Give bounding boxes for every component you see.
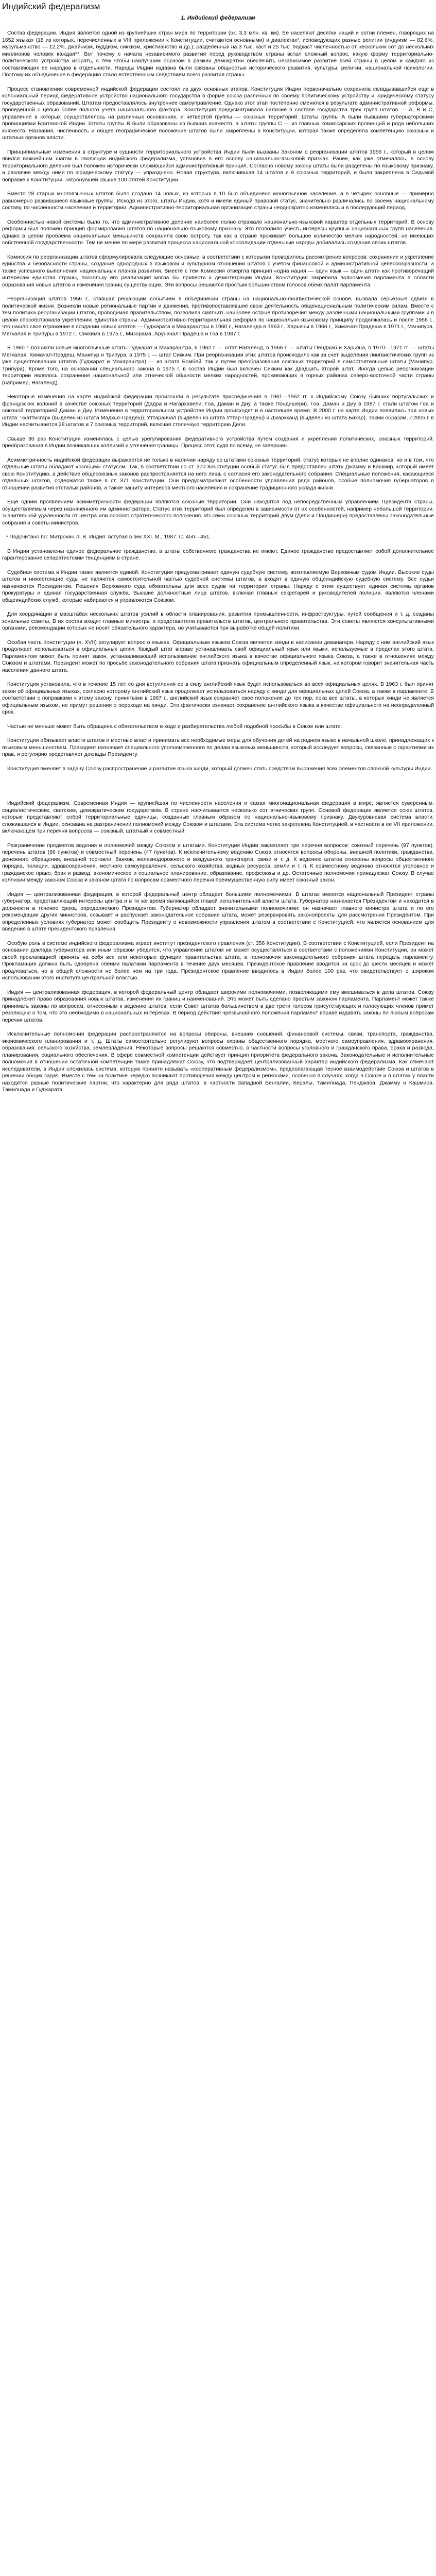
paragraph: Вместо 28 старых многоязычных штатов было создано 14 новых, из которых в 10 был объединено моноязычное население, а в четырех основные — примерно равномерно развившиеся языковые группы. Исходя из этого, штаты Индии, хотя и имели единый правовой статус, значительно различались по своему национальному составу, по численности населения и территории. Административно-территориальная организация страны неоднократно изменялась и в последующий период. — [2, 191, 434, 211]
paragraph: Индия — централизованная федерация, в которой федеральный центр обладает широкими полномочиями, позволяющими ему вмешиваться в дела штатов. Союзу принадлежит право образования новых штатов, изменения их границ и наименований. Это может быть сделано простым законом парламента. Парламент может также принимать законы по вопросам, отнесенным к ведению штатов, если Совет штатов большинством в две трети голосов присутствующих и голосующих членов примет резолюцию о том, что это необходимо в национальных интересах. В период действия чрезвычайного положения парламент вправе издавать законы по любым вопросам перечня штатов. — [2, 989, 434, 1023]
paragraph: В 1960 г. возникли новые многоязычные штаты Гуджарат и Махараштра, в 1962 г. — штат Нагаленд, в 1966 г. — штаты Пенджаб и Харьяна, в 1970—1971 гг. — штаты Мегхалая, Химачал-Прадеш, Манипур и Трипура, в 1975 г. — штат Сикким. При реорганизации этих штатов происходило как за счет выделения лингвистических групп из уже существовавших штатов (Гуджарат и Махараштра) — из штата Бомбей, так и путем преобразования союзных территорий в самостоятельные штаты (Манипур, Трипура). Кроме того, на основании специального закона в 1975 г. в состав Индии был включен Сикким как двадцать второй штат. Иногда целью реорганизации территории являлось сохранение национальной или этнической общности мелких народностей, проживающих в горных районах северо-восточной части страны (например, Нагаленд). — [2, 345, 434, 386]
paragraph: Индия — централизованная федерация, в которой федеральный центр обладает большими полномочиями. В штатах имеются национальный Президент страны губернатор, представляющий интересы центра и в то же время являющийся главой исполнительной власти штата. Губернатор назначается Президентом и находится в должности в течение срока, определяемого Президентом. Губернатор обладает значительными полномочиями: он назначает главного министра штата и по его рекомендации других министров, созывает и распускает законодательное собрание штата, может резервировать законопроекты для рассмотрения Президентом. При определенных условиях губернатор может сообщить Президенту о невозможности управления штатом в соответствии с Конституцией, что является основанием для введения в штате президентского правления. — [2, 891, 434, 932]
section-one — [2, 30, 434, 527]
paragraph: Еще одним проявлением асимметричности федерации являются союзные территории. Они находятся под непосредственным управлением Президента страны, осуществляемым через назначенного им администратора. Статус этих территорий был определен в зависимости от их особенностей, например небольшой территории, значительной удаленности от центра или особого стратегического положения. Из семи союзных территорий двум (Дели и Пондишери) предоставлены законодательные собрания и советы министров. — [2, 499, 434, 526]
paragraph: Индийский федерализм. Современная Индия — крупнейшая по численности населения и самая многонациональная федерация в мире, является суверенным, социалистическим, светским, демократическим государством. В стране насчитывается несколько сот этнических групп. Основой федерации является союз штатов, которые представляют собой территориальные единицы, созданные главным образом по национально-языковому признаку. Двухуровневая система власти, сложившаяся в Индии, основана на разграничении полномочий между Союзом и штатами. Эта система четко закреплена Конституцией, в частности в ее VII приложении, включающем три перечня вопросов — союзный, штатный и совместный. — [2, 800, 434, 834]
paragraph: Судебная система в Индии также является единой. Конституция предусматривает единую судебную систему, возглавляемую Верховным судом Индии. Высокие суды штатов и нижестоящие суды не являются самостоятельной частью судебной системы штатов, а входят в единую общеиндийскую судебную систему. Все судьи назначаются Президентом. Решения Верховного суда обязательны для всех судов на территории страны. Наряду с этим существует единая система органов прокуратуры и единая государственная служба. Высшие должностные лица штатов, включая главных секретарей и руководителей полиции, являются членами общеиндийских служб, которые набираются и управляются Союзом. — [2, 569, 434, 603]
paragraph: Исключительные полномочия федерации распространяются на вопросы обороны, внешних сношений, финансовой системы, связи, транспорта, гражданства, экономического планирования и т. д. Штаты самостоятельно регулируют вопросы охраны общественного порядка, местного самоуправления, здравоохранения, образования, сельского хозяйства, землевладения. Некоторые вопросы решаются совместно, в частности вопросы уголовного и гражданского права, брака и развода, планирования, социального обеспечения. В сфере совместной компетенции действует принцип приоритета федерального закона. Законодательные и исполнительные полномочия в отношении остаточной компетенции также принадлежат Союзу, что подтверждает централизованный характер индийского федерализма. Как отмечают исследователи, в Индии сложилась система, которую принято называть «кооперативным федерализмом», предполагающая тесное взаимодействие Союза и штатов в решении общих задач. Вместе с тем на практике нередко возникают противоречия между центром и регионами, особенно в случаях, когда в Союзе и в штатах у власти находятся разные политические партии, что характерно для ряда штатов, в частности Западной Бенгалии, Кералы, Тамилнада, Пенджаба, Джамму и Кашмира, Тамилнада и Гуджарата. — [2, 1031, 434, 1093]
paragraph: Конституция обязывает власти штатов и местные власти принимать все необходимые меры для обучения детей на родном языке в начальной школе, принадлежащих к языковым меньшинствам. Президент назначает специального уполномоченного по делам языковых меньшинств, который исследует вопросы, связанные с гарантиями их прав, и регулярно представляет доклады Президенту. — [2, 737, 434, 757]
section-subtitle: 1. Индийский федерализм — [181, 15, 255, 21]
paragraph: Принципиальные изменения в структуре и сущности территориального устройства Индии были вызваны Законом о реорганизации штатов 1956 г., который в целом явился важнейшим шагом в эволюции индийского федерализма, установив в его основу национально-языковой признак. Ранее, как уже отмечалось, в основу территориального деления был положен исторически сложившийся административный принцип. Согласно новому закону штаты были разделены по языковому признаку, а различие между ними по юридическому статусу — упразднено. Новая структура, включившая 14 штатов и 6 союзных территорий, и была закреплена в Седьмой поправке к Конституции, затронувшей свыше 100 статей Конституции. — [2, 148, 434, 183]
paragraph: Свыше 30 раз Конституция изменялась с целью урегулирования федеративного устройства путем создания и укрепления политических, союзных территорий, преобразования в Индии возникавших коллизий и уточнения границы. Процесс этот, судя по всему, не завершен. — [2, 435, 434, 449]
page-title: Индийский федерализм — [2, 2, 100, 11]
paragraph: Асимметричность индийской федерации выражается не только в наличии наряду со штатами союзных территорий, статус которых не вполне одинаков, но и в том, что отдельные штаты обладают «особым» статусом. Так, в соответствии со ст. 370 Конституции особый статус был предоставлен штату Джамму и Кашмир, который имеет свою Конституцию, а действие общесоюзных законов распространяется на него лишь с согласия его законодательного собрания. Специальные положения, касающиеся отдельных штатов, содержатся также в ст. 371 Конституции. Они предусматривают особенности управления ряда районов, особые полномочия губернаторов в отношении развития отсталых районов, а также защиту интересов местного населения и сохранение традиционного уклада жизни. — [2, 456, 434, 491]
document-page — [0, 0, 436, 1094]
paragraph: Состав федерации. Индия является одной из крупнейших стран мира по территории (ок. 3,3 млн. кв. км). Ее населяют десятки наций и сотни племен, говорящих на 1652 языках (18 из которых, перечисленных в VIII приложении к Конституции, считаются основными) и диалектах¹, исповедующих разные религии (индуизм — 82,6%, мусульманство — 12,2%, джайнизм, буддизм, сикхизм, христианство и др.), разделенных на 3 тыс. каст и 25 тыс. подкаст численностью от нескольких сот до нескольких миллионов человек каждая**. Вот почему с начала независимого развития перед руководством страны встал сложный вопрос, какую форму территориально-политического устройства избрать, с тем чтобы наилучшим образом в рамках демократии обеспечить независимое развитие всей страны в целом и каждого из составляющих ее народов в отдельности. Народы Индии издавна были связаны общностью исторического развития, культуры, религии, национальной психологии. Поэтому их объединение в федерацию стало естественным следствием всего развития страны. — [2, 30, 434, 78]
paragraph: В Индии установлены единое федеральное гражданство, а штаты собственного гражданства не имеют. Единое гражданство предоставляет собой дополнительное гарантирование сепаратистским тенденциям в стране. — [2, 548, 434, 561]
paragraph: Конституция вменяет в задачу Союзу распространение и развитие языка хинди, который должен стать средством выражения всех элементов сложной культуры Индии. — [7, 765, 432, 772]
paragraph: Разграничение предметов ведения и полномочий между Союзом и штатами. Конституция Индии закрепляет три перечня вопросов: союзный перечень (97 пунктов), перечень штатов (66 пунктов) и совместный перечень (47 пунктов). К исключительному ведению Союза относятся вопросы обороны, внешней политики, гражданства, денежного обращения, внешней торговли, банков, железнодорожного и воздушного транспорта, связи и т. д. К ведению штатов отнесены вопросы общественного порядка, полиции, здравоохранения, местного самоуправления, сельского хозяйства, водных ресурсов, земли и т. п. К совместному ведению относятся уголовное и гражданское право, брак и развод, экономическое и социальное планирование, образование, профсоюзы и др. Остаточные полномочия принадлежат Союзу. В случае коллизии между законом Союза и законом штата по вопросам совместного перечня преимущественную силу имеет союзный закон. — [2, 842, 434, 883]
paragraph: Особая часть Конституции (ч. XVII) регулирует вопрос о языках. Официальным языком Союза является хинди в написании деванагари. Наряду с ним английский язык продолжает использоваться в официальных целях. Каждый штат вправе устанавливать свой официальный язык или языки, используемые в пределах этого штата. Парламентом может быть принят закон, устанавливающий использование английского языка в качестве официального языка Союза, а также в отношениях между Союзом и штатами. Президент может по просьбе законодательного собрания штата признать официальным определенный язык, на котором говорит значительная часть населения данного штата. — [2, 639, 434, 673]
paragraph: Особую роль в системе индийского федерализма играет институт президентского правления (ст. 356 Конституции). В соответствии с Конституцией, если Президент на основании доклада губернатора или иным образом убедится, что управление штатом не может осуществляться в соответствии с положениями Конституции, он может своей прокламацией принять на себя все или некоторые функции правительства штата, а полномочия законодательного собрания штата передать парламенту. Прокламация должна быть одобрена обеими палатами парламента в течение двух месяцев. Президентское правление вводится на срок до шести месяцев и может продлеваться, но в общей сложности не более чем на три года. Президентское правление вводилось в Индии более 100 раз, что свидетельствует о широком использовании этого института центральной властью. — [2, 940, 434, 981]
section-spacer — [2, 779, 434, 800]
paragraph: Для координации в масштабах нескольких штатов усилий в области планирования, развития промышленности, инфраструктуры, путей сообщения и т. д. созданы зональные советы. В их состав входят главные министры и представители правительств штатов, центрального правительства. Эти советы являются консультативными органами, рекомендации которых не носят обязательного характера, но учитываются при выработке общей политики. — [2, 611, 434, 631]
section-one-continued — [2, 548, 434, 773]
paragraph: Конституция установила, что в течение 15 лет со дня вступления ее в силу английский язык будет использоваться во всех официальных целях. В 1963 г. был принят закон об официальных языках, согласно которому английский язык продолжает использоваться наряду с хинди для официальных целей Союза, а также в парламенте. В соответствии с поправками к этому закону, принятыми в 1967 г., английский язык сохраняет свое положение до тех пор, пока все штаты, в которых хинди не является официальным языком, не примут решения о переходе на хинди. Это фактически означает сохранение английского языка в качестве официального на неопределенный срок. — [2, 681, 434, 715]
section-two — [2, 800, 434, 1094]
paragraph: Комиссия по реорганизации штатов сформулировала следующие основные, в соответствии с которыми проводилось рассмотрение вопросов: сохранение и укрепление единства и безопасности страны, создание однородных в языковом и культурном отношении штатов с учетом финансовой и административной целесообразности, а также успешного выполнения национальных планов развития. Вместе с тем Комиссия отвергла принцип «одна нация — один язык — один штат» как противоречащий интересам единства страны, поскольку его реализация могла бы привести к дезинтеграции Индии. Конституция закрепила полномочия парламента в области образования новых штатов и изменения границ существующих. Эти вопросы решаются простым большинством голосов обеих палат парламента. — [2, 253, 434, 288]
footnote: ¹ Подсчитано по: Митрохин Л. В. Индия: вступая в век XXI. М., 1987. С. 450—451. — [6, 534, 211, 540]
paragraph: Частью не меньше может быть обращена с обязательством в ходе и разбирательства любой подобной просьбы в Союзе или штате. — [7, 723, 342, 730]
paragraph: Реорганизация штатов 1956 г., ставшая решающим событием в объединении страны на национально-лингвистической основе, вызвала серьезные сдвиги в политической жизни. Возникли новые региональные партии и движения, противопоставлявшие свою деятельность общенациональным политическим силам. Вместе с тем политика реорганизации штатов, проводимая правительством, позволила смягчить наиболее острые противоречия между различными национальными группами и в целом способствовала укреплению единства страны. Административно-территориальная реформа по национально-языковому принципу продолжалась и после 1956 г., что нашло свое отражение в создании новых штатов — Гуджарата и Махараштры в 1960 г., Нагаленда в 1963 г., Харьяны в 1966 г., Химачал-Прадеша в 1971 г., Манипура, Мегхалая и Трипуры в 1972 г., Сиккима в 1975 г., Мизорама, Аруначал-Прадеша и Гоа в 1987 г. — [2, 296, 434, 337]
paragraph: Некоторые изменения на карте индийской федерации произошли в результате присоединения в 1961—1962 гг. к Индийскому Союзу бывших португальских и французских колоний в качестве союзных территорий (Дадра и Нагархавели, Гоа, Даман и Диу, а также Пондишери). Гоа, Даман и Диу в 1987 г. стали штатом Гоа и союзной территорией Даман и Диу. Изменения в территориальном устройстве Индии происходят и в настоящее время. В 2000 г. на карте Индии появились три новых штата: Чхаттисгарх (выделен из штата Мадхья-Прадеш), Уттаранчал (выделен из штата Уттар-Прадеш) и Джаркханд (выделен из штата Бихар). Таким образом, к 2005 г. в Индии насчитывается 28 штатов и 7 союзных территорий, включая столичную территорию Дели. — [2, 394, 434, 428]
paragraph: Особенностью новой системы было то, что административное деление наиболее полно отражало национально-языковой характер отдельных территорий. В основу реформы был положен принцип формирования штатов по национально-языковому признаку. Это позволило учесть интересы крупных национальных групп населения, однако в целом проблема национальных меньшинств сохранила свою остроту, так как в стране проживает большое количество мелких народностей, не имеющих собственной государственности. Тем не менее по мере развития процесса национальной консолидации отдельные народы добивались создания своих штатов. — [2, 218, 434, 246]
paragraph: Процесс становления современной индийской федерации состоял из двух основных этапов. Конституция Индии первоначально сохранила складывавшийся еще в колониальный период федеративное устройство национального государства в форме союза различных по своему политическому устройству и юридическому статусу государственных образований. Штатам предоставлялось внутреннее самоуправление. Однако этот этап постепенно сменился в результате административной реформы, проведенной с целью более полного учета национального фактора. Конституция предусматривала наличие в составе государства трех групп штатов — А, В и С, управление в которых осуществлялось на различных основаниях, и четвертой группы — союзных территорий. Штаты группы А были бывшими губернаторскими провинциями Британской Индии. Штаты группы В были образованы из бывших княжеств, а штаты группы С — из главных комиссарских провинций и ряда небольших княжеств. Названия, численность и общее географическое положение штатов были закреплены в Конституции, которая также определяла компетенцию союзных и штатных органов власти. — [2, 86, 434, 141]
